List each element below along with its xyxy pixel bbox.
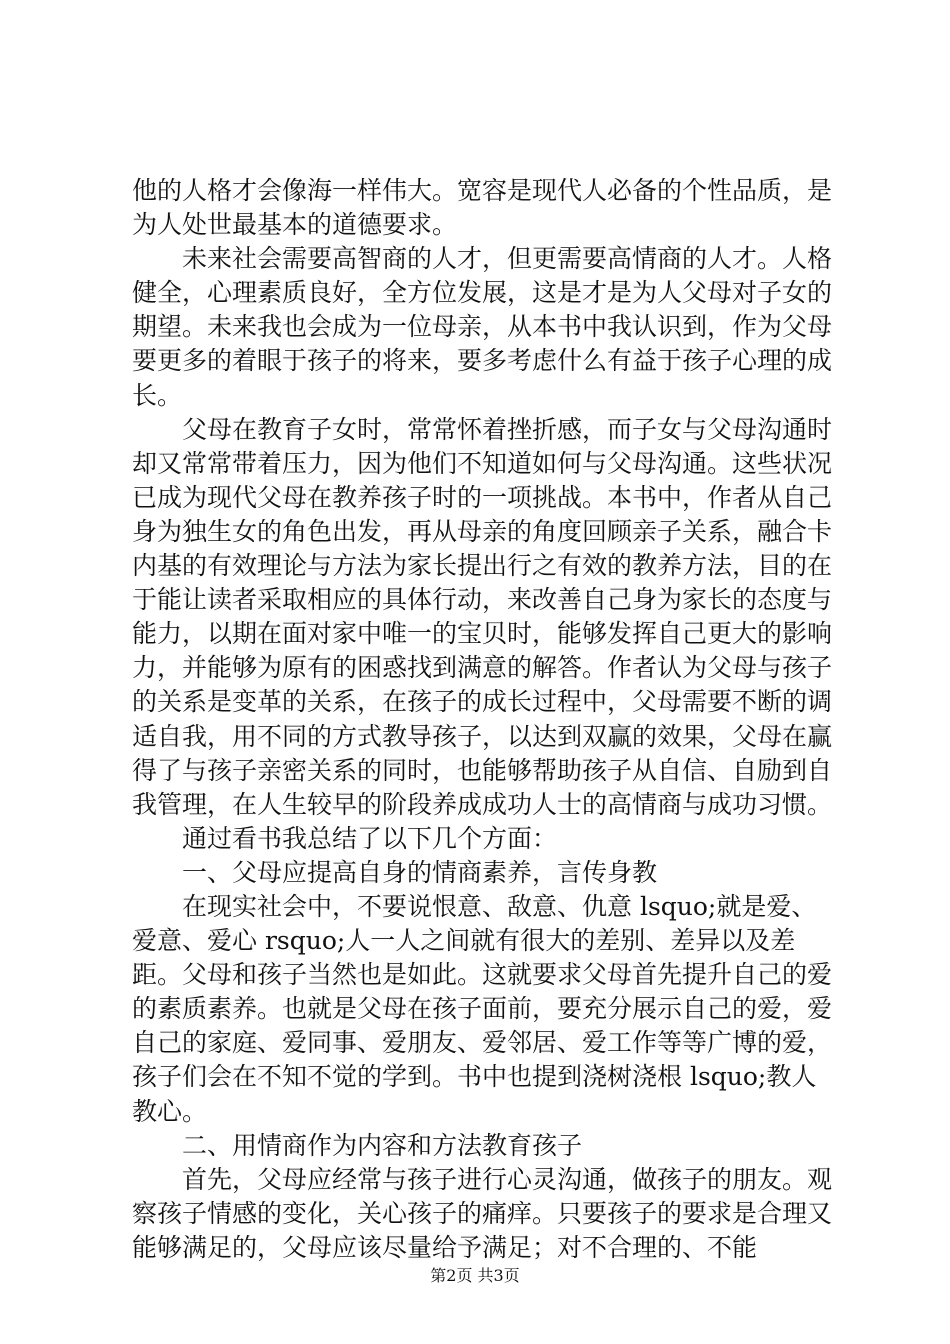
section-heading-2: 二、用情商作为内容和方法教育孩子	[132, 1130, 583, 1160]
paragraph-2: 未来社会需要高智商的人才，但更需要高情商的人才。人格健全，心理素质良好，全方位发展，这是才是为人父母对子女的期望。未来我也会成为一位母亲，从本书中我认识到，作为父母要更多的着眼于孩子的将来，要多考虑什么有益于孩子心理的成长。	[132, 244, 833, 410]
paragraph-1: 他的人格才会像海一样伟大。宽容是现代人必备的个性品质，是为人处世最基本的道德要求。	[132, 176, 833, 240]
page-number-footer: 第2页 共3页	[430, 1266, 520, 1285]
paragraph-6: 首先，父母应经常与孩子进行心灵沟通，做孩子的朋友。观察孩子情感的变化，关心孩子的痛痒。只要孩子的要求是合理又能够满足的，父母应该尽量给予满足；对不合理的、不能	[132, 1164, 833, 1262]
paragraph-4: 通过看书我总结了以下几个方面：	[132, 823, 558, 853]
paragraph-5: 在现实社会中，不要说恨意、敌意、仇意 lsquo;就是爱、爱意、爱心 rsquo;人一人之间就有很大的差别、差异以及差距。父母和孩子当然也是如此。这就要求父母首先提升自己的爱的素质素养。也就是父母在孩子面前，要充分展示自己的爱，爱自己的家庭、爱同事、爱朋友、爱邻居、爱工作等等广博的爱，孩子们会在不知不觉的学到。书中也提到浇树浇根 lsquo;教人教心。	[132, 891, 833, 1126]
paragraph-3: 父母在教育子女时，常常怀着挫折感，而子女与父母沟通时却又常常带着压力，因为他们不知道如何与父母沟通。这些状况已成为现代父母在教养孩子时的一项挑战。本书中，作者从自己身为独生女的角色出发，再从母亲的角度回顾亲子关系，融合卡内基的有效理论与方法为家长提出行之有效的教养方法，目的在于能让读者采取相应的具体行动，来改善自己身为家长的态度与能力，以期在面对家中唯一的宝贝时，能够发挥自己更大的影响力，并能够为原有的困惑找到满意的解答。作者认为父母与孩子的关系是变革的关系，在孩子的成长过程中，父母需要不断的调适自我，用不同的方式教导孩子，以达到双赢的效果，父母在赢得了与孩子亲密关系的同时，也能够帮助孩子从自信、自励到自我管理，在人生较早的阶段养成成功人士的高情商与成功习惯。	[132, 414, 833, 819]
document-body	[132, 174, 832, 1265]
section-heading-1: 一、父母应提高自身的情商素养，言传身教	[132, 857, 658, 887]
